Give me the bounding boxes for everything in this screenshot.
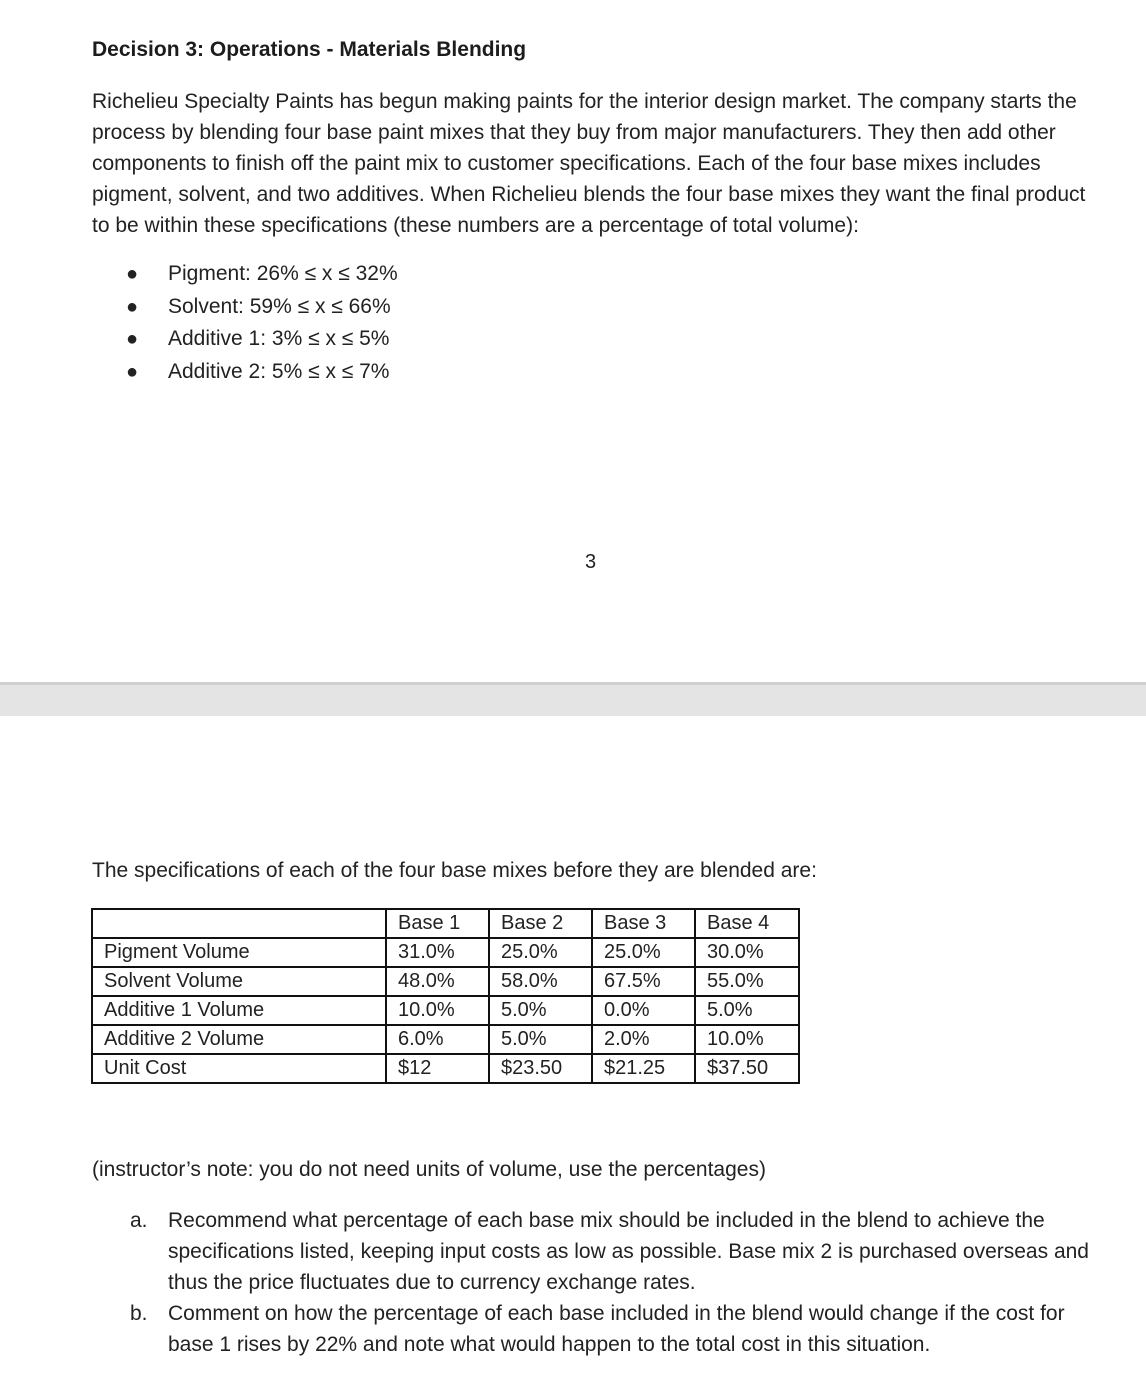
table-cell: Pigment Volume: [92, 938, 386, 967]
base-mix-table: [91, 908, 800, 1084]
question-label: a.: [130, 1209, 148, 1232]
table-cell: $12: [386, 1054, 489, 1083]
table-header-cell: Base 2: [489, 909, 592, 938]
bullet-icon: ●: [126, 360, 139, 383]
table-row: [92, 938, 799, 967]
question-text: Comment on how the percentage of each base included in the blend would change if the cost for base 1 rises by 22% and note what would happen to the total cost in this situation.: [168, 1302, 1065, 1356]
bullet-icon: ●: [126, 328, 139, 350]
table-cell: 55.0%: [695, 967, 799, 996]
table-cell: $21.25: [592, 1054, 695, 1083]
table-cell: 0.0%: [592, 996, 695, 1025]
question-text: Recommend what percentage of each base mix should be included in the blend to achieve the specifications listed, keeping input costs as low as possible. Base mix 2 is purchased overseas and thus the price fluctuates due to currency exchange rates.: [168, 1209, 1089, 1294]
document-page-2: [0, 716, 1146, 1389]
table-cell: 30.0%: [695, 938, 799, 967]
table-row: [92, 1054, 799, 1083]
page-separator: [0, 682, 1146, 716]
intro-paragraph: Richelieu Specialty Paints has begun making paints for the interior design market. The company starts the process by blending four base paint mixes that they buy from major manufacturers. They then add other components to finish off the paint mix to customer specifications. Each of the four base mixes includes pigment, solvent, and two additives. When Richelieu blends the four base mixes they want the final product to be within these specifications (these numbers are a percentage of total volume):: [92, 90, 1086, 237]
table-intro-text: The specifications of each of the four base mixes before they are blended are:: [92, 859, 817, 882]
table-row: [92, 1025, 799, 1054]
table-header-cell: [92, 909, 386, 938]
table-cell: 10.0%: [386, 996, 489, 1025]
table-cell: $23.50: [489, 1054, 592, 1083]
page-number: 3: [585, 551, 597, 573]
table-cell: 58.0%: [489, 967, 592, 996]
table-cell: 48.0%: [386, 967, 489, 996]
spec-additive-2: Additive 2: 5% ≤ x ≤ 7%: [168, 359, 390, 383]
table-header-cell: Base 1: [386, 909, 489, 938]
section-heading: Decision 3: Operations - Materials Blending: [92, 38, 527, 61]
bullet-icon: ●: [126, 263, 139, 285]
table-cell: 67.5%: [592, 967, 695, 996]
table-cell: 10.0%: [695, 1025, 799, 1054]
table-cell: 31.0%: [386, 938, 489, 967]
table-cell: 6.0%: [386, 1025, 489, 1054]
table-header-cell: Base 3: [592, 909, 695, 938]
table-row: [92, 996, 799, 1025]
table-cell: 5.0%: [695, 996, 799, 1025]
table-cell: 25.0%: [592, 938, 695, 967]
table-cell: Additive 1 Volume: [92, 996, 386, 1025]
table-header-row: [92, 909, 799, 938]
question-label: b.: [130, 1302, 148, 1325]
table-cell: Solvent Volume: [92, 967, 386, 996]
table-cell: 5.0%: [489, 1025, 592, 1054]
spec-pigment: Pigment: 26% ≤ x ≤ 32%: [168, 262, 398, 285]
spec-solvent: Solvent: 59% ≤ x ≤ 66%: [168, 294, 391, 318]
table-cell: 5.0%: [489, 996, 592, 1025]
document-page-1: [0, 0, 1146, 682]
instructor-note: (instructor’s note: you do not need units of volume, use the percentages): [92, 1158, 766, 1181]
table-cell: 25.0%: [489, 938, 592, 967]
table-cell: $37.50: [695, 1054, 799, 1083]
table-cell: Unit Cost: [92, 1054, 386, 1083]
table-cell: Additive 2 Volume: [92, 1025, 386, 1054]
table-header-cell: Base 4: [695, 909, 799, 938]
table-cell: 2.0%: [592, 1025, 695, 1054]
bullet-icon: ●: [126, 295, 139, 318]
spec-additive-1: Additive 1: 3% ≤ x ≤ 5%: [168, 327, 390, 350]
table-row: [92, 967, 799, 996]
